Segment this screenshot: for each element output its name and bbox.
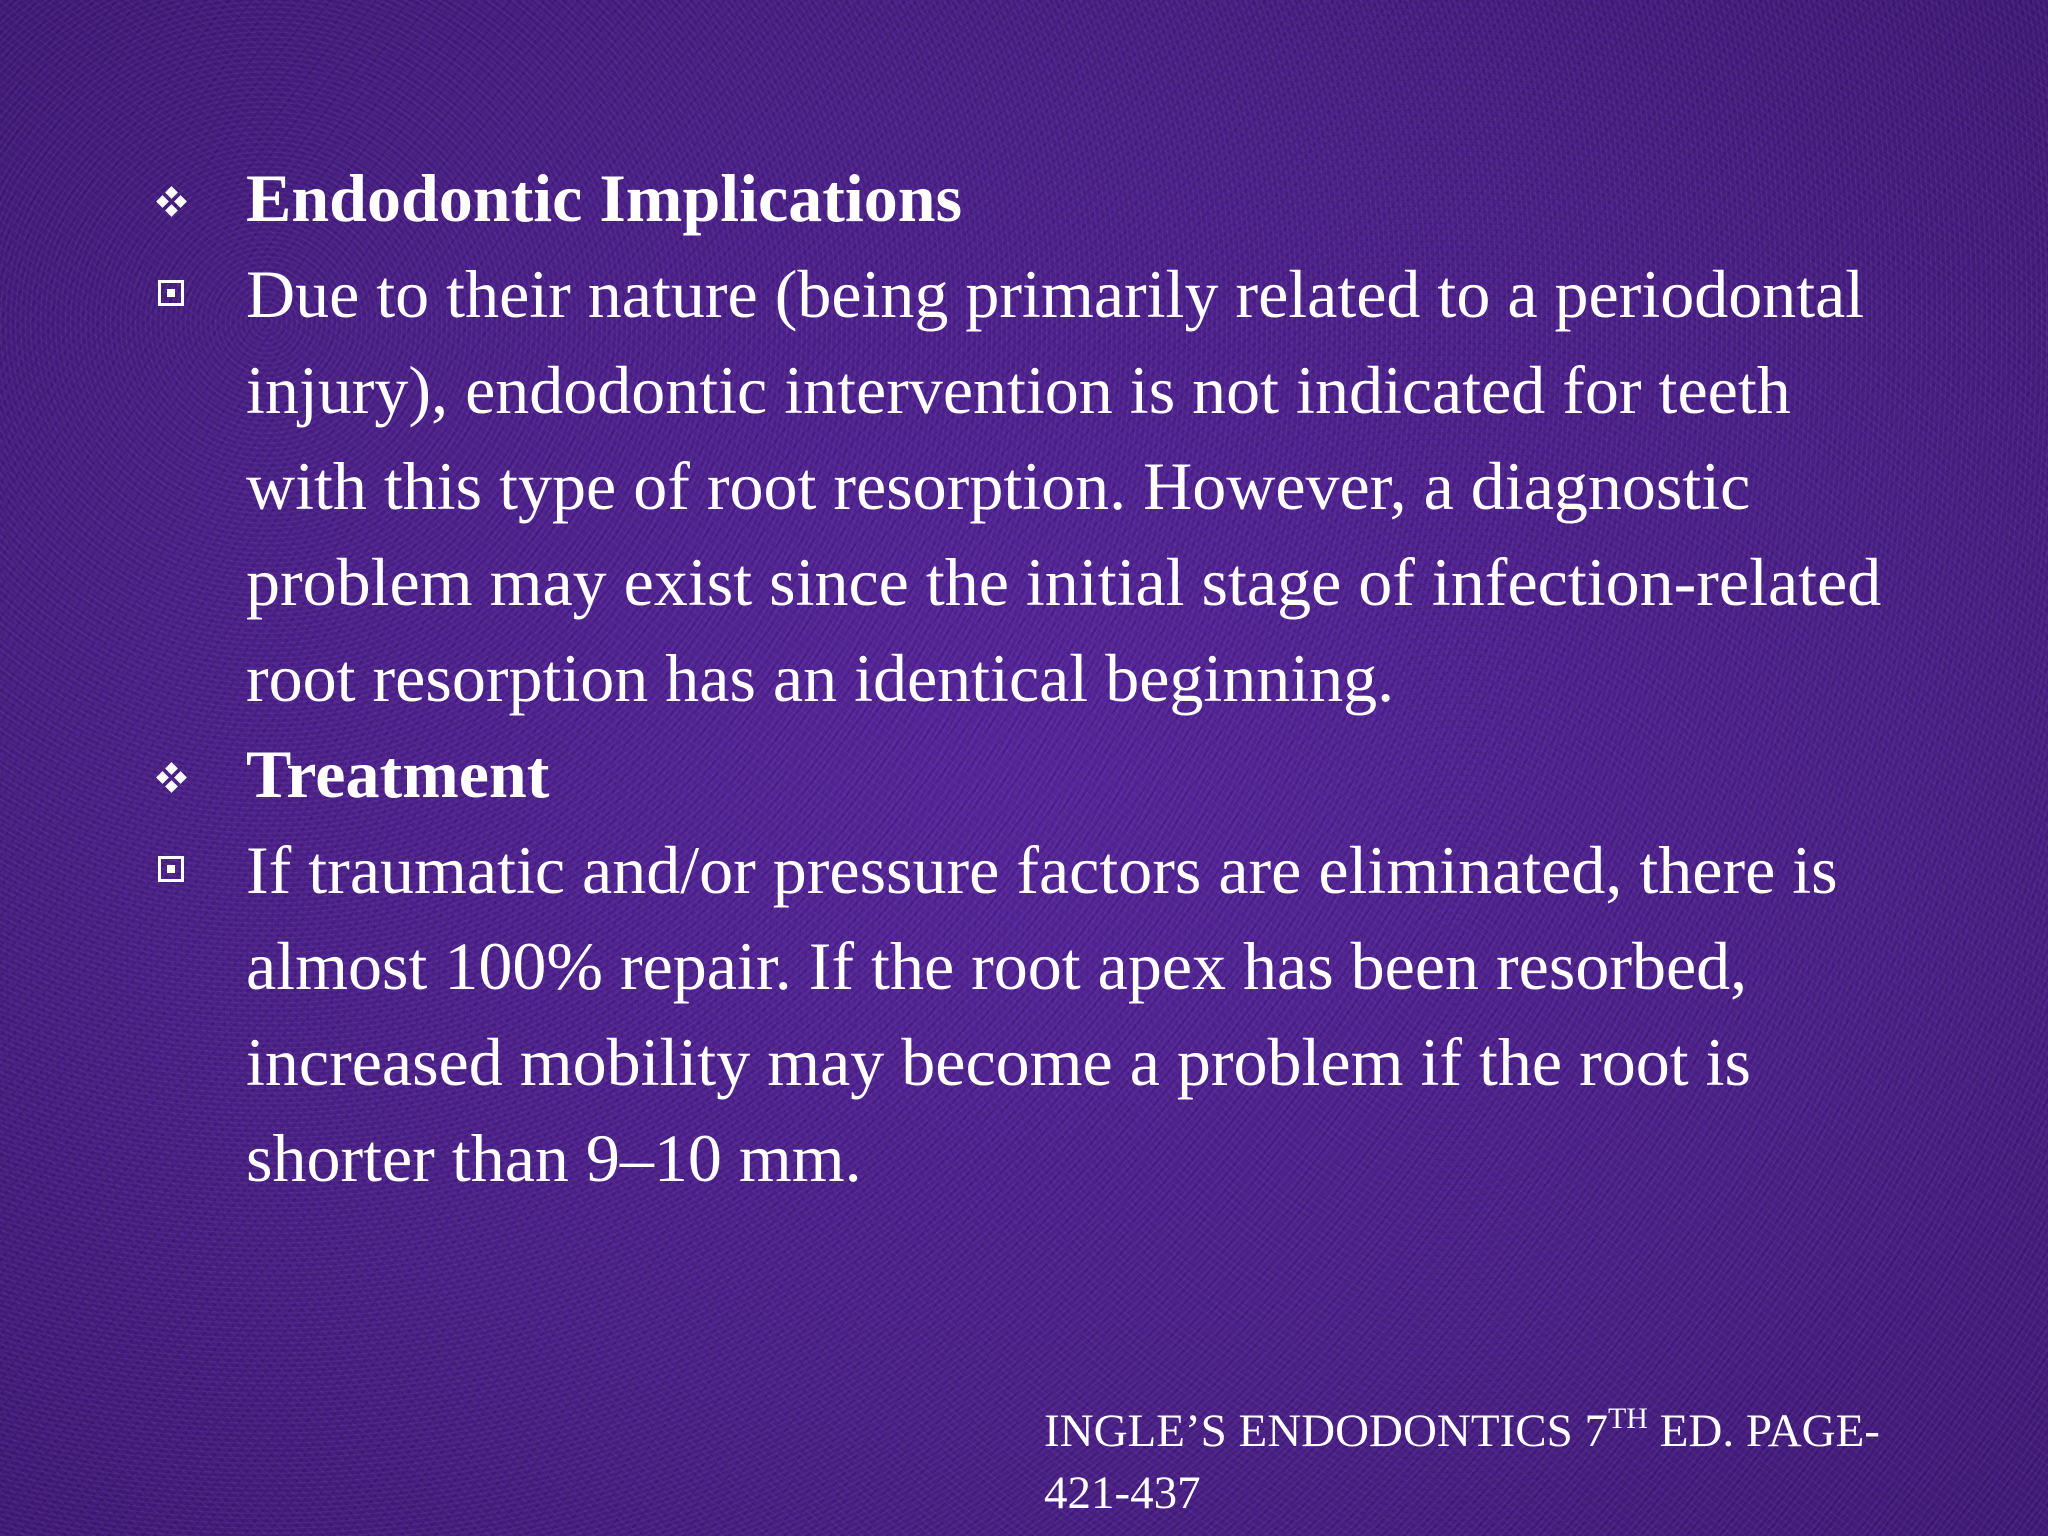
bullet-column <box>150 246 246 306</box>
slide-content <box>150 150 1910 1206</box>
diamond-bullet-icon <box>158 188 186 216</box>
section-heading-endodontic-implications <box>150 150 1910 246</box>
section-body-endodontic-implications <box>150 246 1910 726</box>
citation-part2: ED. PAGE- <box>1647 1405 1880 1457</box>
bullet-column <box>150 822 246 882</box>
citation-superscript: TH <box>1607 1402 1648 1435</box>
section-heading-treatment <box>150 726 1910 822</box>
citation-line2: 421-437 <box>1044 1467 1201 1519</box>
diamond-bullet-icon <box>158 764 186 792</box>
square-box-bullet-icon <box>158 280 184 306</box>
body-text: Due to their nature (being primarily related to a periodontal injury), endodontic intervention is not indicated for teeth with this type of root resorption. However, a diagnostic problem may exist since the initial stage of infection-related root resorption has an identical beginning. <box>246 256 1882 716</box>
square-box-bullet-icon <box>158 856 184 882</box>
body-text: If traumatic and/or pressure factors are eliminated, there is almost 100% repair. If the root apex has been resorbed, increased mobility may become a problem if the root is shorter than 9–10 mm. <box>246 832 1838 1196</box>
citation <box>1044 1400 2004 1524</box>
bullet-column <box>150 726 246 792</box>
citation-part1: INGLE’S ENDODONTICS 7 <box>1044 1405 1608 1457</box>
section-body-treatment <box>150 822 1910 1206</box>
heading-text: Treatment <box>246 736 550 812</box>
heading-text: Endodontic Implications <box>246 160 963 236</box>
bullet-column <box>150 150 246 216</box>
